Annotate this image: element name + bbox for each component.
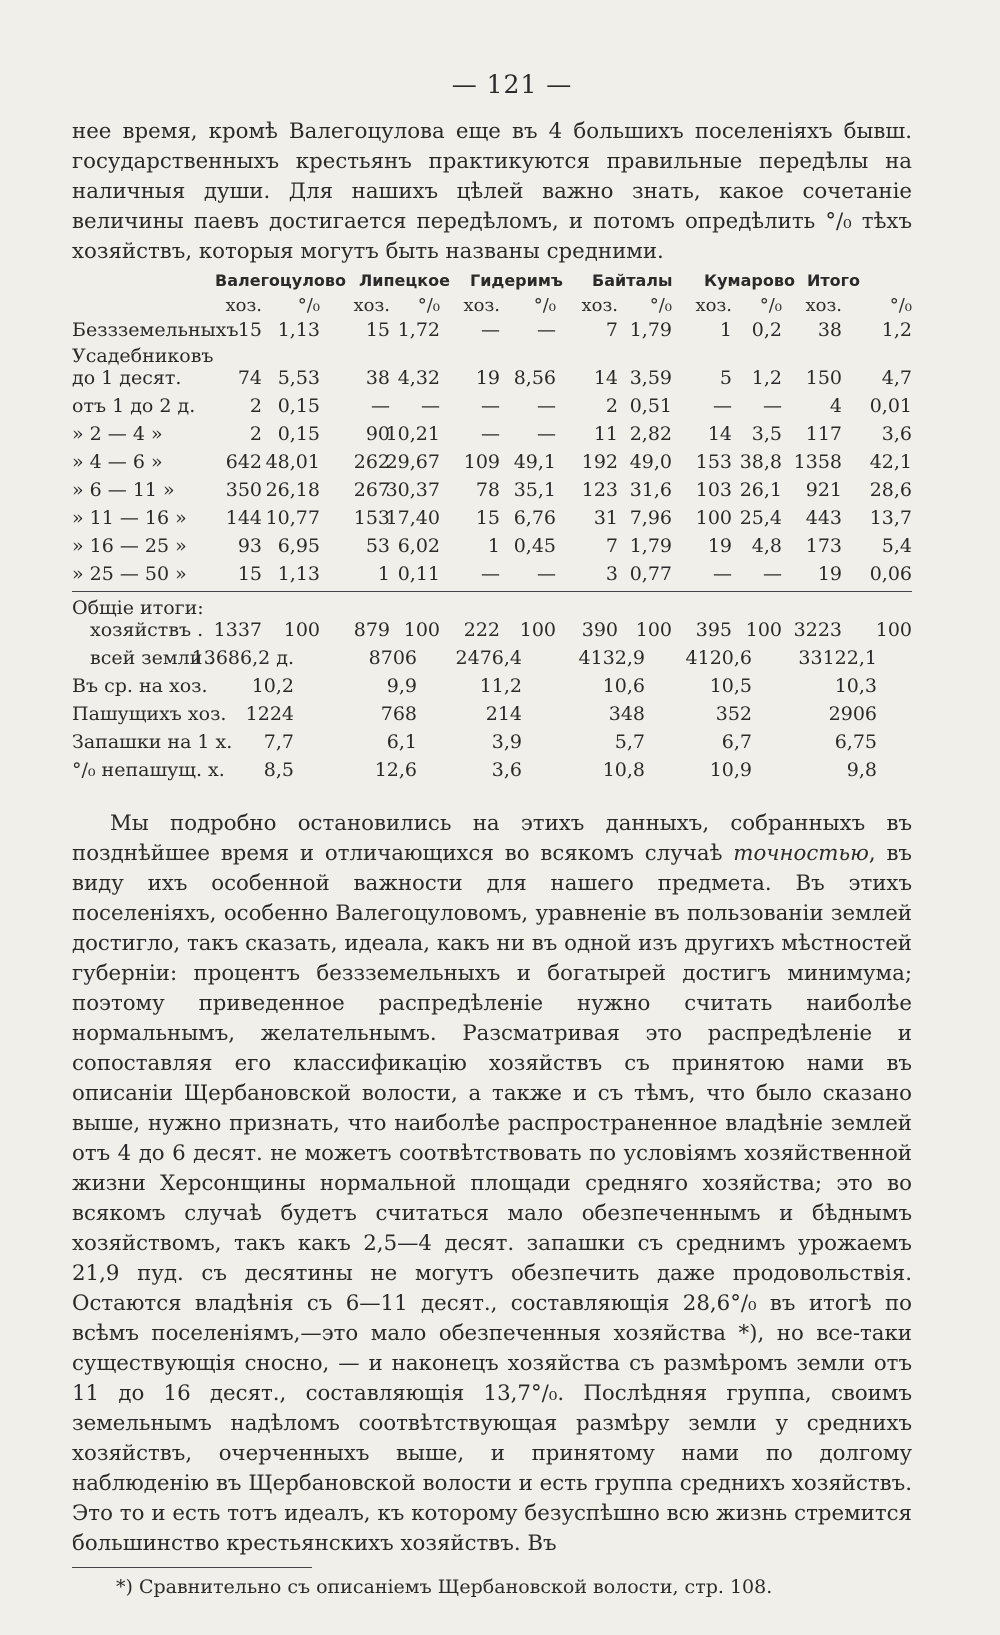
table-cell: 0,77	[629, 563, 672, 585]
village-header: Итого	[807, 271, 861, 290]
table-cell: 4,7	[881, 367, 912, 389]
table-cell: 35,1	[513, 479, 556, 501]
table-cell: 1,2	[881, 319, 912, 341]
village-header: Кумарово	[704, 271, 795, 290]
sub-header-pct: °/₀	[297, 295, 320, 316]
table-cell: 2	[249, 423, 262, 445]
table-cell: 5,53	[277, 367, 320, 389]
table-cell: —	[421, 395, 440, 417]
table-cell: 13,7	[869, 507, 912, 529]
table-cell: 11,2	[479, 675, 522, 697]
body-paragraph	[72, 809, 912, 1559]
table-cell: 8706	[368, 647, 417, 669]
table-cell: 1	[719, 319, 732, 341]
table-cell: —	[537, 395, 556, 417]
table-cell: 25,4	[739, 507, 782, 529]
table-cell: —	[763, 563, 782, 585]
table-cell: 10,3	[834, 675, 877, 697]
table-cell: 3,5	[751, 423, 782, 445]
table-cell: 31,6	[629, 479, 672, 501]
table-cell: 7	[605, 319, 618, 341]
table-cell: 48,01	[265, 451, 320, 473]
footnote: *) Сравнительно съ описаніемъ Щербановской волости, стр. 108.	[116, 1576, 773, 1598]
table-cell: 7	[605, 535, 618, 557]
table-cell: 26,1	[739, 479, 782, 501]
row-label: отъ 1 до 2 д.	[72, 395, 196, 417]
table-cell: 350	[225, 479, 262, 501]
table-cell: 2,82	[629, 423, 672, 445]
table-cell: 3223	[793, 619, 842, 641]
table-cell: 10,8	[602, 759, 645, 781]
table-cell: 30,37	[385, 479, 440, 501]
table-cell: 14	[707, 423, 732, 445]
table-cell: 38	[365, 367, 390, 389]
table-cell: 0,15	[277, 395, 320, 417]
statistics-table	[72, 271, 912, 809]
table-cell: 38,8	[739, 451, 782, 473]
totals-label: всей земли .	[90, 647, 215, 669]
table-cell: 100	[403, 619, 440, 641]
table-cell: 11	[593, 423, 618, 445]
table-cell: 42,1	[869, 451, 912, 473]
table-cell: 100	[745, 619, 782, 641]
table-cell: 117	[805, 423, 842, 445]
table-cell: 15	[365, 319, 390, 341]
table-cell: 0,11	[397, 563, 440, 585]
sub-header-pct: °/₀	[533, 295, 556, 316]
table-cell: 33122,1	[798, 647, 877, 669]
table-cell: 768	[380, 703, 417, 725]
table-cell: 2476,4	[455, 647, 522, 669]
sub-header-hoz: хоз.	[463, 295, 500, 316]
village-header: Гидеримъ	[470, 271, 563, 290]
table-cell: 222	[463, 619, 500, 641]
sub-header-hoz: хоз.	[225, 295, 262, 316]
table-cell: 4132,9	[578, 647, 645, 669]
table-cell: 28,6	[869, 479, 912, 501]
table-cell: 9,9	[386, 675, 417, 697]
table-cell: 0,15	[277, 423, 320, 445]
table-cell: 10,5	[709, 675, 752, 697]
table-cell: 10,77	[265, 507, 320, 529]
table-cell: 123	[581, 479, 618, 501]
table-cell: 6,76	[513, 507, 556, 529]
sub-header-hoz: хоз.	[695, 295, 732, 316]
table-cell: 100	[875, 619, 912, 641]
totals-label: хозяйствъ .	[90, 619, 204, 641]
table-cell: 153	[695, 451, 732, 473]
row-label: » 2 — 4 »	[72, 423, 163, 445]
totals-label: °/₀ непашущ. х.	[72, 759, 225, 781]
table-cell: 3,6	[491, 759, 522, 781]
totals-title: Общіе итоги:	[72, 597, 204, 619]
table-cell: —	[713, 563, 732, 585]
table-cell: 1	[487, 535, 500, 557]
table-cell: 1,79	[629, 319, 672, 341]
table-cell: 19	[817, 563, 842, 585]
table-cell: 15	[237, 319, 262, 341]
table-cell: 26,18	[265, 479, 320, 501]
table-cell: 12,6	[374, 759, 417, 781]
document-page	[72, 70, 912, 1598]
table-cell: 0,01	[869, 395, 912, 417]
sub-header-pct: °/₀	[889, 295, 912, 316]
sub-header-hoz: хоз.	[581, 295, 618, 316]
table-cell: 19	[475, 367, 500, 389]
table-cell: 1,13	[277, 319, 320, 341]
table-cell: 90	[365, 423, 390, 445]
village-header: Байталы	[592, 271, 673, 290]
table-cell: 5,4	[881, 535, 912, 557]
table-cell: 642	[225, 451, 262, 473]
totals-label: Запашки на 1 х.	[72, 731, 233, 753]
table-cell: 921	[805, 479, 842, 501]
table-cell: 6,7	[721, 731, 752, 753]
totals-label: Пашущихъ хоз.	[72, 703, 227, 725]
table-cell: 1,2	[751, 367, 782, 389]
table-cell: 3,6	[881, 423, 912, 445]
table-cell: 443	[805, 507, 842, 529]
sub-header-hoz: хоз.	[805, 295, 842, 316]
table-cell: 5	[719, 367, 732, 389]
sub-header-pct: °/₀	[759, 295, 782, 316]
table-cell: 3	[605, 563, 618, 585]
table-cell: 1,79	[629, 535, 672, 557]
table-cell: 15	[475, 507, 500, 529]
row-label: Усадебниковъ	[72, 345, 214, 367]
table-cell: 100	[519, 619, 556, 641]
table-cell: 6,1	[386, 731, 417, 753]
table-cell: —	[371, 395, 390, 417]
table-cell: 10,6	[602, 675, 645, 697]
page-number: — 121 —	[451, 70, 573, 99]
table-cell: 19	[707, 535, 732, 557]
table-cell: 0,2	[751, 319, 782, 341]
table-cell: 13686,2 д.	[191, 647, 294, 669]
table-cell: 6,02	[397, 535, 440, 557]
totals-label: Въ ср. на хоз.	[72, 675, 208, 697]
table-cell: 1,13	[277, 563, 320, 585]
village-header: Липецкое	[359, 271, 450, 290]
table-cell: —	[537, 563, 556, 585]
table-cell: 3,59	[629, 367, 672, 389]
table-cell: 3,9	[491, 731, 522, 753]
table-cell: 1	[377, 563, 390, 585]
table-cell: 49,0	[629, 451, 672, 473]
table-cell: 5,7	[614, 731, 645, 753]
table-cell: 0,06	[869, 563, 912, 585]
table-cell: 31	[593, 507, 618, 529]
table-cell: 2906	[828, 703, 877, 725]
table-cell: 2	[605, 395, 618, 417]
body-emphasis: точностью	[733, 841, 869, 866]
village-header: Валегоцулово	[215, 271, 347, 290]
table-cell: 100	[283, 619, 320, 641]
table-cell: —	[481, 423, 500, 445]
table-cell: 9,8	[846, 759, 877, 781]
table-cell: 214	[485, 703, 522, 725]
table-cell: 29,67	[385, 451, 440, 473]
row-label: » 11 — 16 »	[72, 507, 187, 529]
intro-paragraph: нее время, кромѣ Валегоцулова еще въ 4 большихъ поселеніяхъ бывш. государственныхъ крестьянъ практикуются правильные передѣлы на наличныя души. Для нашихъ цѣлей важно знать, какое сочетаніе величины паевъ достигается передѣломъ, и потомъ опредѣлить °/₀ тѣхъ хозяйствъ, которыя могутъ быть названы средними.	[72, 119, 912, 264]
table-cell: 395	[695, 619, 732, 641]
table-cell: —	[537, 319, 556, 341]
table-cell: —	[481, 319, 500, 341]
table-cell: 8,5	[263, 759, 294, 781]
footnote-rule	[72, 1567, 312, 1568]
table-cell: 1,72	[397, 319, 440, 341]
table-cell: 7,96	[629, 507, 672, 529]
table-cell: —	[763, 395, 782, 417]
sub-header-pct: °/₀	[417, 295, 440, 316]
table-cell: 352	[715, 703, 752, 725]
row-label: » 25 — 50 »	[72, 563, 187, 585]
row-label: » 4 — 6 »	[72, 451, 163, 473]
table-cell: 17,40	[385, 507, 440, 529]
table-cell: 144	[225, 507, 262, 529]
row-label: до 1 десят.	[72, 367, 182, 389]
table-cell: 1358	[793, 451, 842, 473]
table-cell: 0,45	[513, 535, 556, 557]
table-cell: 0,51	[629, 395, 672, 417]
table-cell: 15	[237, 563, 262, 585]
table-cell: 10,21	[385, 423, 440, 445]
table-cell: 1224	[245, 703, 294, 725]
row-label: Беззземельныхъ	[72, 319, 239, 341]
table-cell: 879	[353, 619, 390, 641]
table-cell: 390	[581, 619, 618, 641]
table-cell: 4	[829, 395, 842, 417]
table-cell: 109	[463, 451, 500, 473]
table-cell: 192	[581, 451, 618, 473]
sub-header-pct: °/₀	[649, 295, 672, 316]
table-cell: 6,75	[834, 731, 877, 753]
table-cell: 4,8	[751, 535, 782, 557]
table-cell: —	[481, 563, 500, 585]
table-cell: 6,95	[277, 535, 320, 557]
table-cell: 14	[593, 367, 618, 389]
table-cell: 7,7	[263, 731, 294, 753]
row-label: » 6 — 11 »	[72, 479, 175, 501]
table-cell: 49,1	[513, 451, 556, 473]
table-cell: 10,2	[251, 675, 294, 697]
body-text-2: , въ виду ихъ особенной важности для нашего предмета. Въ этихъ поселеніяхъ, особенно Валегоцуловомъ, уравненіе въ пользованіи землей достигло, такъ сказать, идеала, какъ ни въ одной изъ другихъ мѣстностей губерніи: процентъ беззземельныхъ и богатырей достигъ минимума; поэтому приведенное распредѣленіе нужно считать наиболѣе нормальнымъ, желательнымъ. Разсматривая это распредѣленіе и сопоставляя его классификацію хозяйствъ съ принятою нами въ описаніи Щербановской волости, а также и съ тѣмъ, что было сказано выше, нужно признать, что наиболѣе распространенное владѣніе землей отъ 4 до 6 десят. не можетъ соотвѣтствовать по условіямъ хозяйственной жизни Херсонщины нормальной площади средняго хозяйства; это во всякомъ случаѣ будетъ считаться мало обезпеченнымъ и бѣднымъ хозяйствомъ, такъ какъ 2,5—4 десят. запашки съ среднимъ урожаемъ 21,9 пуд. съ десятины не могутъ обезпечить даже продовольствія. Остаются владѣнія съ 6—11 десят., составляющія 28,6°/₀ въ итогѣ по всѣмъ поселеніямъ,—это мало обезпеченныя хозяйства *), но все-таки существующія сносно, — и наконецъ хозяйства съ размѣромъ земли отъ 11 до 16 десят., составляющія 13,7°/₀. Послѣдняя группа, своимъ земельнымъ надѣломъ соотвѣтствующая размѣру земли у среднихъ хозяйствъ, очерченныхъ выше, и принятому нами по долгому наблюденію въ Щербановской волости и есть группа среднихъ хозяйствъ. Это то и есть тотъ идеалъ, къ которому безуспѣшно всю жизнь стремится большинство крестьянскихъ хозяйствъ. Въ	[72, 841, 912, 1556]
table-divider	[72, 591, 912, 592]
row-label: » 16 — 25 »	[72, 535, 187, 557]
table-cell: 100	[695, 507, 732, 529]
table-cell: —	[713, 395, 732, 417]
table-cell: 74	[237, 367, 262, 389]
table-cell: 267	[353, 479, 390, 501]
body-text-1: Мы подробно остановились на этихъ данныхъ, собранныхъ въ позднѣйшее время и отличающихся во всякомъ случаѣ	[72, 811, 912, 866]
table-cell: 150	[805, 367, 842, 389]
table-cell: 78	[475, 479, 500, 501]
table-cell: 103	[695, 479, 732, 501]
table-cell: 8,56	[513, 367, 556, 389]
table-cell: 53	[365, 535, 390, 557]
table-cell: 4120,6	[685, 647, 752, 669]
table-cell: 4,32	[397, 367, 440, 389]
table-cell: 262	[353, 451, 390, 473]
table-cell: 10,9	[709, 759, 752, 781]
table-cell: 93	[237, 535, 262, 557]
table-cell: 1337	[213, 619, 262, 641]
table-cell: 173	[805, 535, 842, 557]
sub-header-hoz: хоз.	[353, 295, 390, 316]
table-cell: —	[537, 423, 556, 445]
table-cell: 2	[249, 395, 262, 417]
table-cell: 153	[353, 507, 390, 529]
table-cell: 38	[817, 319, 842, 341]
table-cell: 100	[635, 619, 672, 641]
table-cell: —	[481, 395, 500, 417]
table-cell: 348	[608, 703, 645, 725]
